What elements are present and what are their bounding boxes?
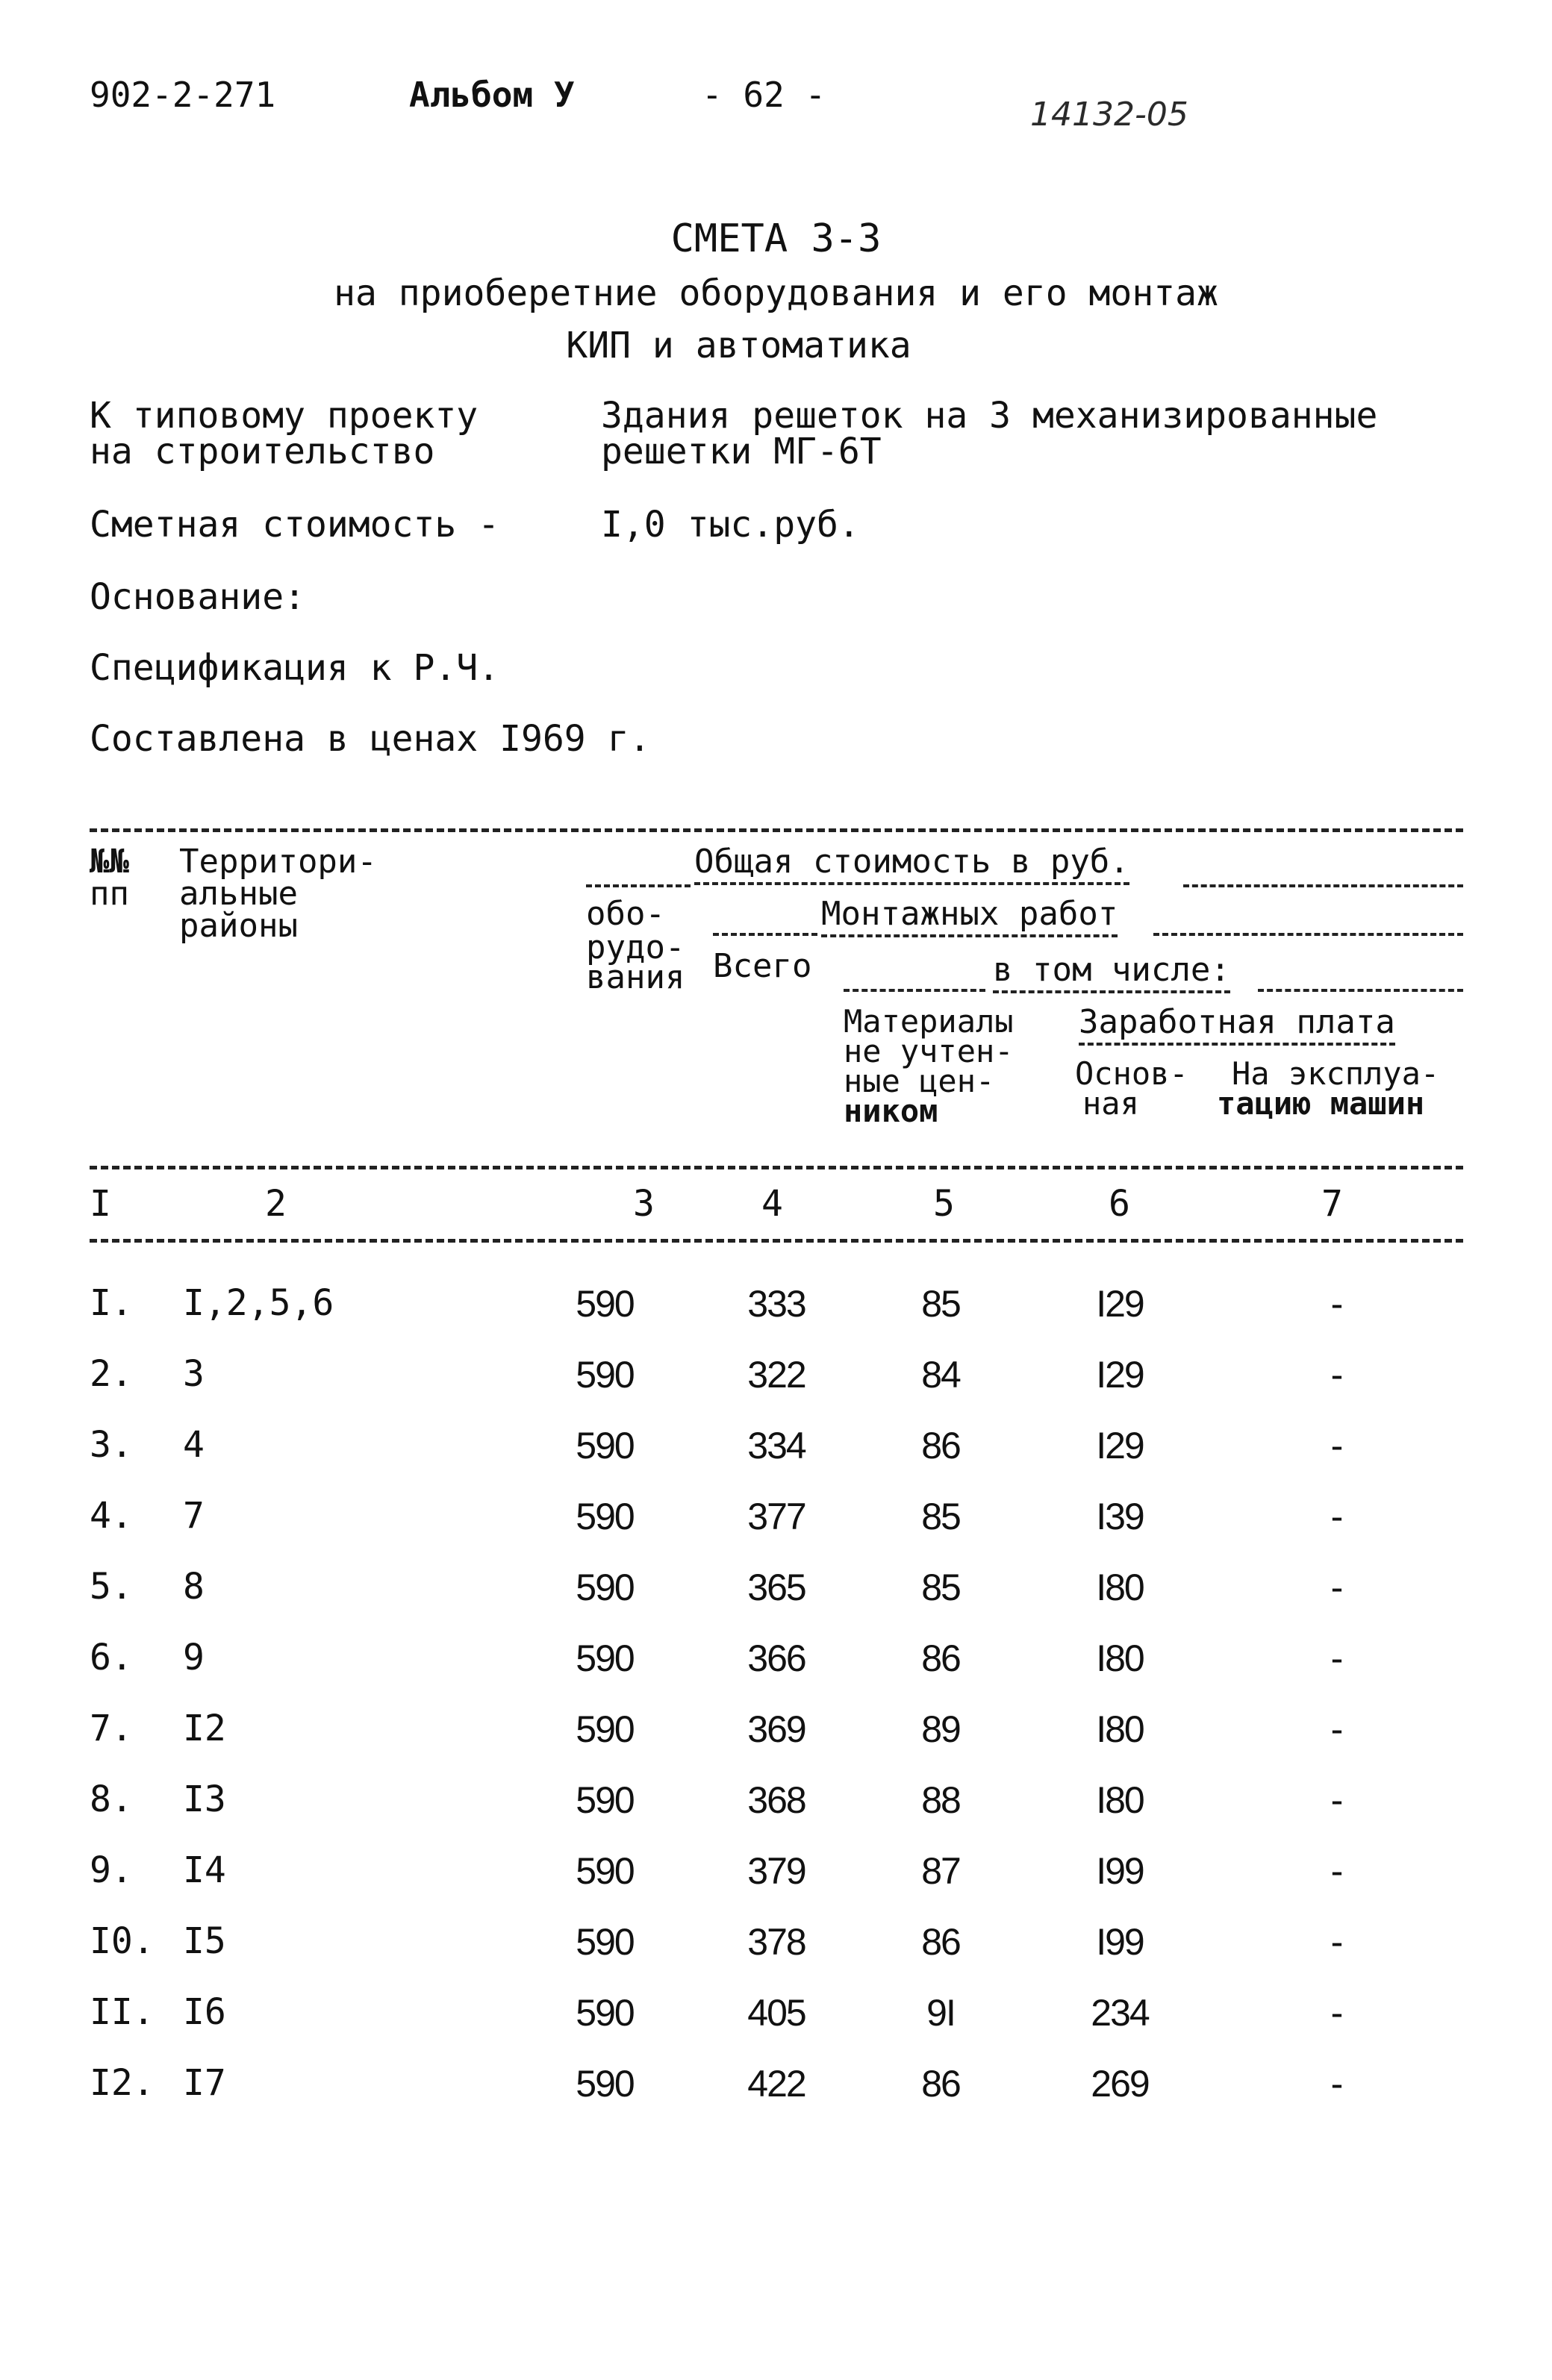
row-materials: 84 [921, 1354, 960, 1396]
row-montage-total: 422 [747, 2063, 805, 2105]
row-machine-wages: - [1330, 1496, 1342, 1537]
row-number: 8. [90, 1778, 133, 1820]
col-number-3: 3 [633, 1183, 655, 1225]
montage-right-rule [1153, 933, 1463, 936]
col-number-5: 5 [933, 1183, 955, 1225]
header-montage [821, 895, 1118, 933]
row-materials: 89 [921, 1708, 960, 1750]
header-total-cost [694, 843, 1129, 881]
col-number-1: I [90, 1183, 111, 1225]
estimate-title: СМЕТА 3-3 [670, 216, 882, 261]
estimate-category: КИП и автоматика [566, 325, 911, 366]
row-montage-total: 377 [747, 1496, 805, 1537]
row-number: I. [90, 1282, 133, 1324]
header-total-cost-text: Общая стоимость в руб. [694, 843, 1129, 885]
row-number: 4. [90, 1495, 133, 1537]
row-montage-total: 366 [747, 1637, 805, 1679]
row-machine-wages: - [1330, 1921, 1342, 1963]
row-montage-total: 379 [747, 1850, 805, 1892]
header-total: Всего [713, 947, 812, 985]
row-materials: 88 [921, 1779, 960, 1821]
row-equipment-cost: 590 [576, 1637, 634, 1679]
row-materials: 85 [921, 1496, 960, 1537]
row-equipment-cost: 590 [576, 1567, 634, 1608]
header-basic-line2: ная [1082, 1085, 1139, 1122]
row-equipment-cost: 590 [576, 1921, 634, 1963]
header-bottom-rule [90, 1166, 1463, 1169]
col-number-2: 2 [265, 1183, 287, 1225]
row-materials: 86 [921, 1921, 960, 1963]
row-region: 8 [183, 1566, 205, 1608]
header-including [993, 951, 1230, 989]
basis-label: Основание: [90, 576, 305, 618]
row-materials: 86 [921, 2063, 960, 2105]
project-value-line1: Здания решеток на 3 механизированные [601, 395, 1378, 437]
header-territory-line2: альные [179, 875, 298, 913]
row-materials: 87 [921, 1850, 960, 1892]
row-machine-wages: - [1330, 1354, 1342, 1396]
prices-text: Составлена в ценах I969 г. [90, 718, 651, 760]
row-machine-wages: - [1330, 1850, 1342, 1892]
row-basic-wages: I80 [1096, 1637, 1144, 1679]
project-label-line2: на строительство [90, 431, 435, 472]
row-number: 6. [90, 1637, 133, 1678]
row-region: I5 [183, 1920, 226, 1962]
row-basic-wages: I29 [1096, 1283, 1144, 1325]
row-montage-total: 322 [747, 1354, 805, 1396]
header-equipment-line2: рудо- [586, 928, 685, 966]
row-number: 3. [90, 1424, 133, 1466]
row-basic-wages: I80 [1096, 1567, 1144, 1608]
header-materials-line4: ником [844, 1093, 938, 1129]
row-montage-total: 378 [747, 1921, 805, 1963]
album-label: Альбом У [409, 75, 575, 115]
row-materials: 85 [921, 1567, 960, 1608]
project-value-line2: решетки МГ-6Т [601, 431, 882, 472]
row-machine-wages: - [1330, 1425, 1342, 1467]
row-montage-total: 333 [747, 1283, 805, 1325]
row-basic-wages: I99 [1096, 1850, 1144, 1892]
row-basic-wages: I29 [1096, 1425, 1144, 1467]
header-wages-text: Заработная плата [1079, 1003, 1395, 1046]
row-montage-total: 334 [747, 1425, 805, 1467]
total-cost-right-rule [1183, 884, 1463, 887]
row-basic-wages: I39 [1096, 1496, 1144, 1537]
row-number: 5. [90, 1566, 133, 1608]
row-materials: 86 [921, 1637, 960, 1679]
row-basic-wages: I80 [1096, 1779, 1144, 1821]
row-equipment-cost: 590 [576, 1779, 634, 1821]
row-number: I2. [90, 2062, 155, 2104]
row-equipment-cost: 590 [576, 1283, 634, 1325]
row-equipment-cost: 590 [576, 1354, 634, 1396]
row-region: I,2,5,6 [183, 1282, 334, 1324]
row-region: 4 [183, 1424, 205, 1466]
row-region: I6 [183, 1991, 226, 2033]
row-region: I3 [183, 1778, 226, 1820]
row-machine-wages: - [1330, 1992, 1342, 2034]
estimate-subtitle: на приоберетние оборудования и его монтаж [334, 272, 1218, 314]
header-territory-line3: районы [179, 907, 298, 945]
table-top-rule [90, 828, 1463, 832]
col-number-6: 6 [1109, 1183, 1130, 1225]
row-region: I7 [183, 2062, 226, 2104]
row-machine-wages: - [1330, 1779, 1342, 1821]
total-cost-left-rule [586, 884, 691, 887]
row-equipment-cost: 590 [576, 1708, 634, 1750]
header-materials-line2: не учтен- [844, 1033, 1014, 1069]
row-basic-wages: 234 [1091, 1992, 1149, 2034]
row-equipment-cost: 590 [576, 1496, 634, 1537]
row-number: 7. [90, 1708, 133, 1749]
header-basic-line1: Основ- [1075, 1055, 1188, 1092]
header-including-text: в том числе: [993, 951, 1230, 993]
row-equipment-cost: 590 [576, 2063, 634, 2105]
header-territory-line1: Территори- [179, 843, 377, 881]
row-machine-wages: - [1330, 1283, 1342, 1325]
header-num-line2: пп [90, 875, 129, 913]
row-number: 2. [90, 1353, 133, 1395]
row-machine-wages: - [1330, 1708, 1342, 1750]
row-montage-total: 405 [747, 1992, 805, 2034]
col-number-4: 4 [761, 1183, 783, 1225]
row-basic-wages: 269 [1091, 2063, 1149, 2105]
including-left-rule [844, 989, 985, 992]
header-materials-line1: Материалы [844, 1003, 1014, 1040]
row-region: I2 [183, 1708, 226, 1749]
header-materials-line3: ные цен- [844, 1063, 995, 1099]
row-basic-wages: I80 [1096, 1708, 1144, 1750]
handwritten-inventory-number: 14132-05 [1030, 96, 1188, 134]
including-right-rule [1258, 989, 1463, 992]
header-montage-text: Монтажных работ [821, 895, 1118, 937]
row-number: II. [90, 1991, 155, 2033]
header-wages [1079, 1003, 1395, 1041]
row-machine-wages: - [1330, 1637, 1342, 1679]
header-machines-line2: тацию машин [1217, 1085, 1425, 1122]
row-equipment-cost: 590 [576, 1425, 634, 1467]
row-montage-total: 368 [747, 1779, 805, 1821]
document-code: 902-2-271 [90, 75, 276, 115]
cost-label: Сметная стоимость - [90, 504, 500, 546]
row-basic-wages: I99 [1096, 1921, 1144, 1963]
header-machines-line1: На эксплуа- [1232, 1055, 1440, 1092]
header-equipment-line3: вания [586, 958, 685, 996]
montage-left-rule [713, 933, 817, 936]
row-machine-wages: - [1330, 1567, 1342, 1608]
row-equipment-cost: 590 [576, 1850, 634, 1892]
header-equipment-line1: обо- [586, 895, 665, 933]
row-materials: 9I [926, 1992, 955, 2034]
row-region: 9 [183, 1637, 205, 1678]
row-montage-total: 369 [747, 1708, 805, 1750]
row-number: 9. [90, 1849, 133, 1891]
row-number: I0. [90, 1920, 155, 1962]
header-num-line1: №№ [90, 843, 129, 881]
row-region: I4 [183, 1849, 226, 1891]
row-montage-total: 365 [747, 1567, 805, 1608]
col-number-7: 7 [1321, 1183, 1343, 1225]
project-label-line1: К типовому проекту [90, 395, 479, 437]
row-region: 7 [183, 1495, 205, 1537]
specification-text: Спецификация к Р.Ч. [90, 647, 500, 689]
row-equipment-cost: 590 [576, 1992, 634, 2034]
page-number: - 62 - [702, 75, 826, 115]
row-materials: 85 [921, 1283, 960, 1325]
row-basic-wages: I29 [1096, 1354, 1144, 1396]
row-machine-wages: - [1330, 2063, 1342, 2105]
row-materials: 86 [921, 1425, 960, 1467]
col-numbers-bottom-rule [90, 1239, 1463, 1243]
cost-value: I,0 тыс.руб. [601, 504, 860, 546]
row-region: 3 [183, 1353, 205, 1395]
